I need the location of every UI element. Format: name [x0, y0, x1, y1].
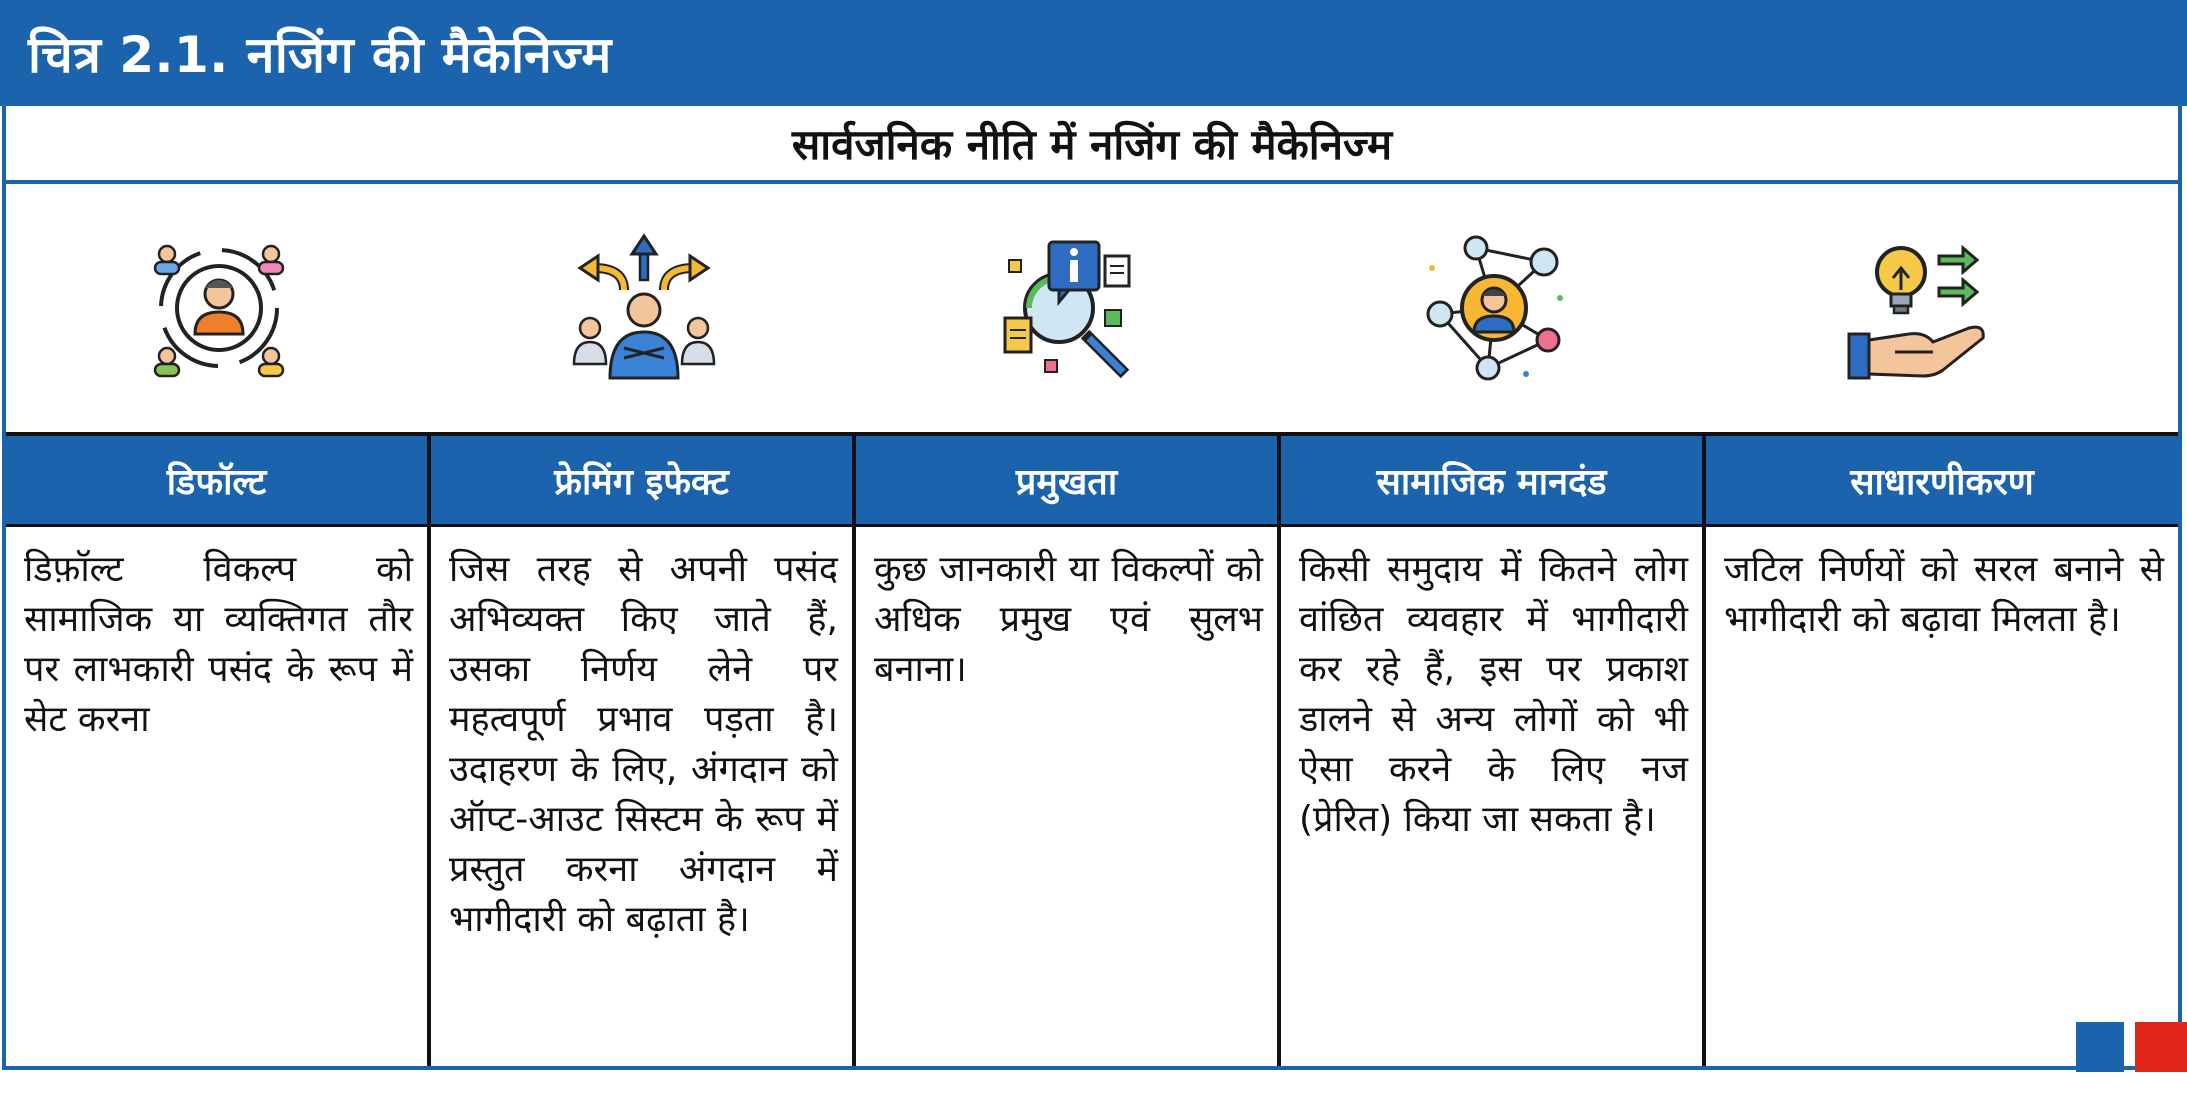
- column-heading: फ्रेमिंग इफेक्ट: [431, 436, 852, 527]
- people-circle-icon: [139, 228, 299, 388]
- column-description: डिफ़ॉल्ट विकल्प को सामाजिक या व्यक्तिगत तौर पर लाभकारी पसंद के रूप में सेट करना: [24, 549, 413, 740]
- figure-title: चित्र 2.1. नजिंग की मैकेनिज्म: [0, 0, 2187, 106]
- column-heading: डिफॉल्ट: [6, 436, 427, 527]
- mechanisms-table: [6, 432, 2178, 1066]
- social-network-icon: [1414, 228, 1574, 388]
- corner-accent-blue: [2076, 1022, 2124, 1072]
- icon-cell-framing: [431, 184, 856, 432]
- magnifier-info-icon: [989, 228, 1149, 388]
- column-social-norms: [1281, 436, 1706, 1066]
- column-default: [6, 436, 431, 1066]
- column-description: जटिल निर्णयों को सरल बनाने से भागीदारी को बढ़ावा मिलता है।: [1724, 549, 2164, 640]
- icon-cell-social-norms: [1281, 184, 1706, 432]
- icon-cell-simplification: [1706, 184, 2131, 432]
- person-arrows-choice-icon: [564, 228, 724, 388]
- column-description: किसी समुदाय में कितने लोग वांछित व्यवहार में भागीदारी कर रहे हैं, इस पर प्रकाश डालने से अन्य लोगों को भी ऐसा करने के लिए नज (प्रेरित) किया जा सकता है।: [1299, 549, 1688, 840]
- diagram-frame: [2, 106, 2182, 1070]
- diagram-subtitle: सार्वजनिक नीति में नजिंग की मैकेनिज्म: [6, 106, 2178, 184]
- column-description: कुछ जानकारी या विकल्पों को अधिक प्रमुख एवं सुलभ बनाना।: [874, 549, 1263, 690]
- column-heading: प्रमुखता: [856, 436, 1277, 527]
- column-framing-effect: [431, 436, 856, 1066]
- column-heading: साधारणीकरण: [1706, 436, 2178, 527]
- icon-cell-salience: [856, 184, 1281, 432]
- column-salience: [856, 436, 1281, 1066]
- hand-lightbulb-icon: [1839, 228, 1999, 388]
- column-simplification: [1706, 436, 2178, 1066]
- icon-row: [6, 184, 2178, 432]
- icon-cell-default: [6, 184, 431, 432]
- column-description: जिस तरह से अपनी पसंद अभिव्यक्त किए जाते हैं, उसका निर्णय लेने पर महत्वपूर्ण प्रभाव पड़ता है। उदाहरण के लिए, अंगदान को ऑप्ट-आउट सिस्टम के रूप में प्रस्तुत करना अंगदान में भागीदारी को बढ़ाता है।: [449, 549, 838, 940]
- corner-accent-red: [2135, 1022, 2187, 1072]
- column-heading: सामाजिक मानदंड: [1281, 436, 1702, 527]
